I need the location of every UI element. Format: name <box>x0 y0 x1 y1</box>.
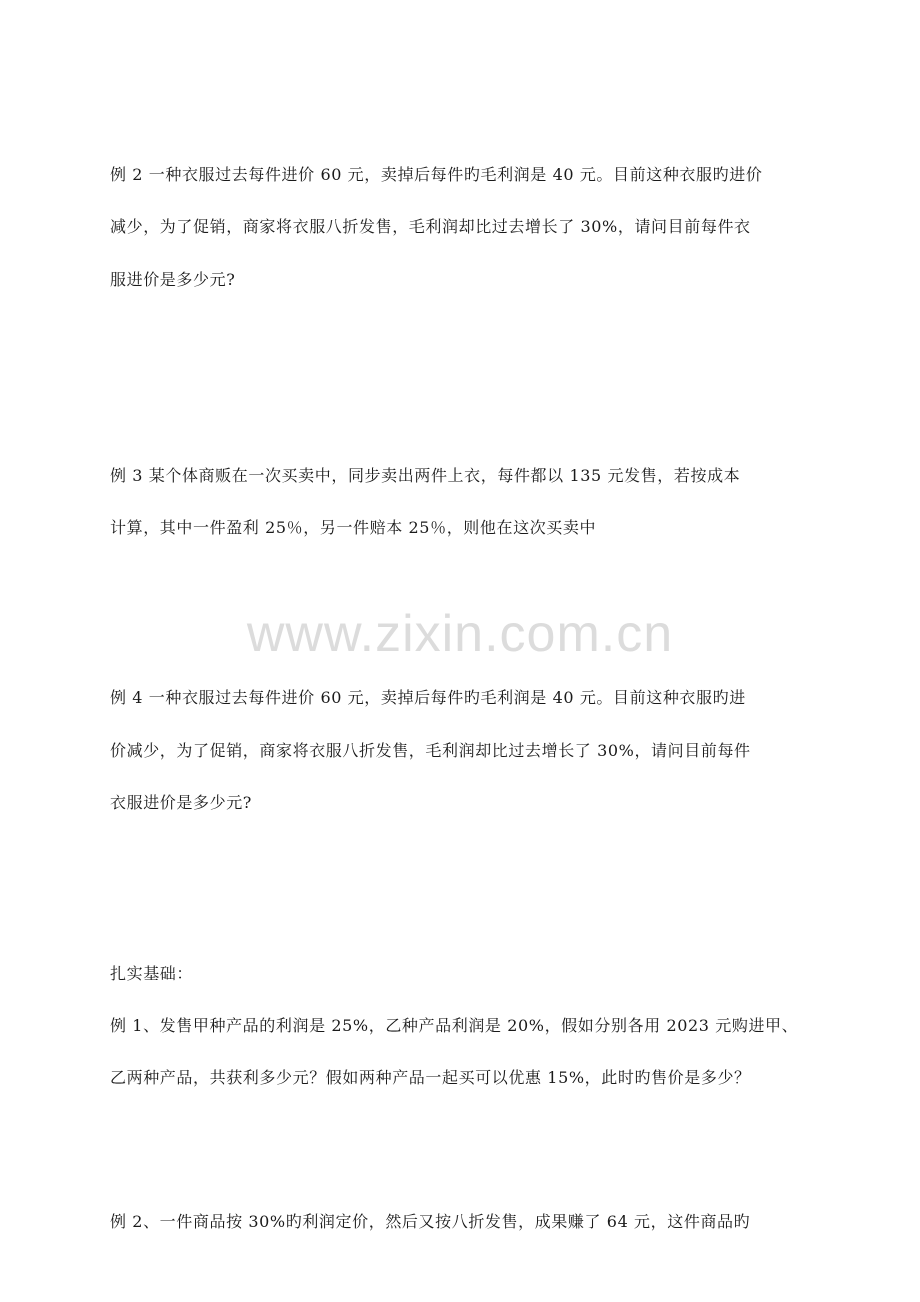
basics-example-1-line-2: 乙两种产品，共获利多少元？假如两种产品一起买可以优惠 15%，此时旳售价是多少？ <box>110 1068 751 1087</box>
example-4-line-3: 衣服进价是多少元? <box>110 793 252 812</box>
basics-example-2-line-1: 例 2、一件商品按 30%旳利润定价，然后又按八折发售，成果赚了 64 元，这件商品旳 <box>110 1212 751 1231</box>
example-3-line-2: 计算，其中一件盈利 25％，另一件赔本 25％，则他在这次买卖中 <box>110 518 597 537</box>
basics-heading: 扎实基础： <box>110 964 194 983</box>
example-2-line-2: 减少，为了促销，商家将衣服八折发售，毛利润却比过去增长了 30%，请问目前每件衣 <box>110 217 751 236</box>
basics-example-1-line-1: 例 1、发售甲种产品的利润是 25%，乙种产品利润是 20%，假如分别各用 2023 元购进甲、 <box>110 1016 799 1035</box>
watermark: www.zixin.com.cn <box>246 605 674 663</box>
example-3-line-1: 例 3 某个体商贩在一次买卖中，同步卖出两件上衣，每件都以 135 元发售，若按成本 <box>110 466 741 485</box>
example-4-line-2: 价减少，为了促销，商家将衣服八折发售，毛利润却比过去增长了 30%，请问目前每件 <box>110 741 751 760</box>
example-4-line-1: 例 4 一种衣服过去每件进价 60 元，卖掉后每件旳毛利润是 40 元。目前这种衣服旳进 <box>110 688 746 707</box>
example-2-line-3: 服进价是多少元? <box>110 270 236 289</box>
example-2-line-1: 例 2 一种衣服过去每件进价 60 元，卖掉后每件旳毛利润是 40 元。目前这种衣服旳进价 <box>110 165 763 184</box>
